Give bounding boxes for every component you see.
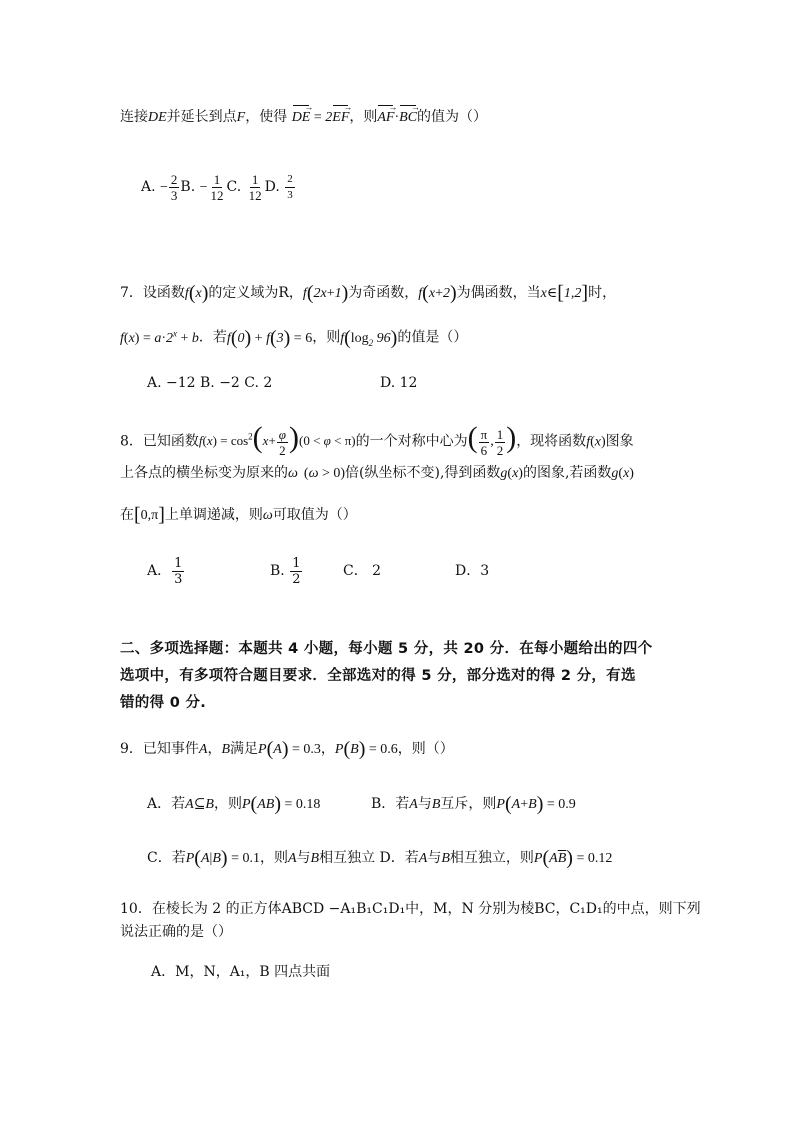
math-omega: ω <box>288 466 298 481</box>
q9-options-cd <box>147 848 612 869</box>
q6-text: 的值为（） <box>417 109 488 125</box>
q8-text: 的图象,若函数 <box>522 465 612 481</box>
option-c-value: $\frac{1}{12}$ <box>248 172 262 204</box>
section-heading: 错的得 0 分. <box>120 695 207 711</box>
math-gx: g(x) <box>500 466 523 481</box>
option-d: D. 12 <box>380 375 418 391</box>
q8-line3 <box>120 505 357 526</box>
question-number: 8． <box>120 433 143 450</box>
q7-text: ．若 <box>198 329 227 346</box>
option-b <box>270 553 303 589</box>
math-fx-cos: $f(x) = \cos^2(x+$ $\frac{\varphi}{2}$ )(0 < φ < π) <box>198 421 356 458</box>
math-events: A，B <box>198 742 231 757</box>
option-c: C． 2 <box>343 563 382 579</box>
option-d: D．3 <box>455 563 490 579</box>
option-b <box>371 794 576 815</box>
math-f0-plus-f3: f(0) + f(3) = 6 <box>226 326 313 349</box>
option-b-value: − $\frac{1}{12}$ <box>199 172 224 204</box>
q10-line1: 10．在棱长为 2 的正方体ABCD −A₁B₁C₁D₁中，M，N 分别为棱BC，C₁D₁的中点，则下列 <box>120 901 701 917</box>
q7-line1 <box>120 283 616 304</box>
q8-text: 已知函数 <box>142 433 199 450</box>
option-a-text: ，则 <box>213 796 242 812</box>
q6-options <box>141 172 296 203</box>
q8-text: ，现将函数 <box>516 433 587 450</box>
math-f-x-plus-2: f(x+2) <box>418 282 457 304</box>
q10-option-a: A．M，N，A₁，B 四点共面 <box>151 964 331 980</box>
q6-text: ，使得 <box>245 109 288 125</box>
option-d-text: 相互独立，则 <box>449 850 534 866</box>
math-fx: f(x) <box>586 434 606 450</box>
q7-text: 为偶函数，当 <box>456 285 541 301</box>
option-c-label: C. <box>226 179 242 195</box>
option-b-text: 与 <box>417 796 432 812</box>
math-pab: P(AB) = 0.18 <box>241 793 321 815</box>
q7-text: ，则 <box>312 329 341 346</box>
option-b-text: 互斥，则 <box>440 796 497 812</box>
option-b-label: B. <box>180 179 196 195</box>
math-p-a-plus-b: P(A+B) = 0.9 <box>496 793 576 815</box>
q8-text: 在 <box>120 507 134 523</box>
math-b: B <box>441 851 450 866</box>
math-center-point: ( $\frac{\pi}{6}$ , $\frac{1}{2}$ ) <box>467 421 517 458</box>
math-p-a-given-b: P(A|B) = 0.1 <box>185 847 260 869</box>
q9-text: 已知事件 <box>142 741 199 757</box>
q7-text: 的值是（） <box>397 329 468 346</box>
q8-text: 可取值为（） <box>272 507 357 523</box>
option-b-label: B. <box>270 563 285 579</box>
q9-text: ， <box>320 741 335 757</box>
q6-text: 并延长到点 <box>166 109 237 125</box>
math-interval: x∈[1,2] <box>540 282 589 304</box>
option-c-text: ，则 <box>259 850 288 866</box>
math-a: A <box>409 797 418 812</box>
q8-line2 <box>120 463 634 484</box>
math-f: F <box>236 110 246 125</box>
q8-text: 倍(纵坐标不变),得到函数 <box>345 465 501 481</box>
option-c-text: C．若 <box>147 850 186 866</box>
q8-text: 图象 <box>605 433 634 450</box>
q9-text: 满足 <box>230 741 259 757</box>
q6-text: 连接 <box>120 109 148 125</box>
math-omega-condition: (ω > 0) <box>303 466 346 481</box>
math-interval-0-pi: [0,π] <box>134 504 165 526</box>
math-b: B <box>310 851 320 866</box>
q7-line2 <box>120 323 467 352</box>
q9-text: ，则（） <box>397 741 454 757</box>
math-fx-definition: $f(x) = a\cdot 2^x + b$ <box>120 328 199 346</box>
q7-text: 时， <box>588 285 617 301</box>
option-a-value: $\frac{1}{3}$ <box>174 555 183 587</box>
q10-line2: 说法正确的是（） <box>120 924 232 940</box>
option-b-text: B．若 <box>371 796 410 812</box>
math-subset: A⊆B <box>185 797 214 812</box>
q7-options <box>147 373 418 393</box>
math-pb: P(B) = 0.6 <box>334 738 398 760</box>
q8-text: 的一个对称中心为 <box>355 433 468 450</box>
option-d-label: D. <box>264 179 280 195</box>
option-a-label: A． <box>147 563 172 579</box>
option-a-value: − $\frac{2}{3}$ <box>160 172 178 204</box>
option-c-text: 与 <box>296 850 311 866</box>
option-c-text: 相互独立 D．若 <box>319 850 419 866</box>
math-b: B <box>431 797 441 812</box>
math-gx: g(x) <box>611 466 634 481</box>
option-d-text: 与 <box>427 850 442 866</box>
option-d-value: $\frac{2}{3}$ <box>287 173 293 202</box>
question-number: 7． <box>120 285 143 301</box>
question-number: 9． <box>120 741 143 757</box>
option-b-value: $\frac{1}{2}$ <box>292 555 301 587</box>
section-heading: 选项中，有多项符合题目要求．全部选对的得 5 分，部分选对的得 2 分，有选 <box>120 668 636 684</box>
math-omega: ω <box>262 508 273 523</box>
math-fx: f(x) <box>184 282 209 304</box>
math-dot-product: AF →·BC → <box>377 110 417 125</box>
math-f-2x-plus-1: f(2x+1) <box>302 282 349 304</box>
q6-stem <box>120 107 487 128</box>
q9-options-ab <box>147 793 576 815</box>
q7-text: 为奇函数， <box>348 285 419 301</box>
q6-text: ，则 <box>349 109 378 125</box>
math-a: A <box>287 851 297 866</box>
options-abc: A. −12 B. −2 C. 2 <box>147 375 273 391</box>
option-a-text: A．若 <box>147 796 186 812</box>
q8-line1 <box>120 419 634 460</box>
q9-stem <box>120 739 454 760</box>
math-pa: P(A) = 0.3 <box>258 738 321 760</box>
q8-options <box>147 553 490 589</box>
q8-text: 上单调递减，则 <box>164 507 263 523</box>
section-heading: 二、多项选择题：本题共 4 小题，每小题 5 分，共 20 分．在每小题给出的四个 <box>120 641 653 657</box>
math-de: DE <box>148 110 167 125</box>
math-f-log-96: $f(\log_2$ 96) <box>340 326 398 349</box>
q7-text: 的定义域为R， <box>208 285 303 301</box>
math-p-a-not-b: $P(A\overline{B}) = 0.12$ <box>533 847 613 869</box>
q7-text: 设函数 <box>142 285 185 301</box>
q8-text: 上各点的横坐标变为原来的 <box>120 465 288 481</box>
option-a-label: A. <box>141 179 156 195</box>
math-vector-equation: DE → = 2EF → <box>292 110 350 125</box>
math-a: A <box>418 851 428 866</box>
